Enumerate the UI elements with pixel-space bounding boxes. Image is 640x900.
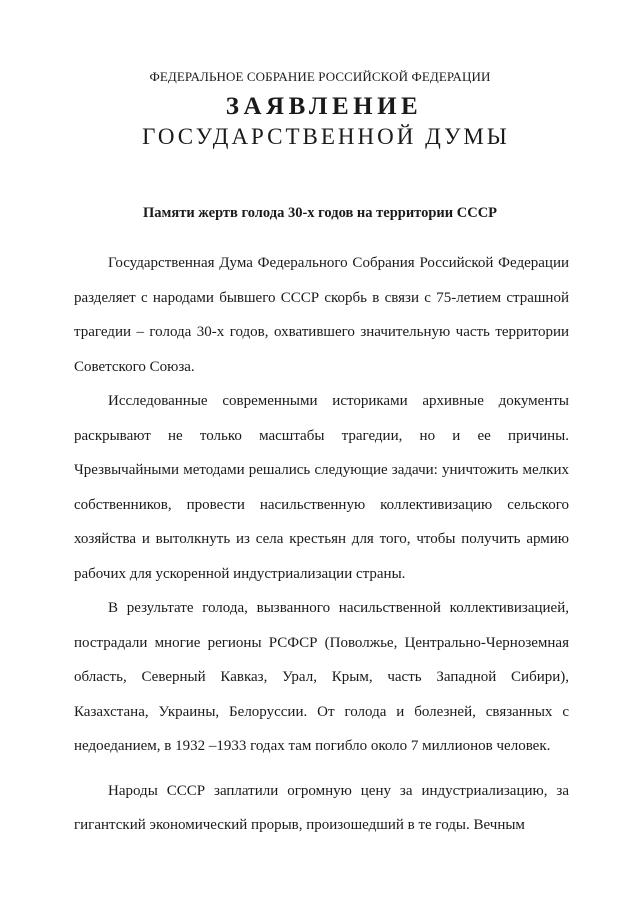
organization-header: ФЕДЕРАЛЬНОЕ СОБРАНИЕ РОССИЙСКОЙ ФЕДЕРАЦИИ [149, 69, 491, 84]
paragraph-4: Народы СССР заплатили огромную цену за индустриализацию, за гигантский экономический прорыв, произошедший в те годы. Вечным [74, 782, 569, 833]
document-body [74, 246, 569, 843]
document-issuer-heading: ГОСУДАРСТВЕННОЙ ДУМЫ [142, 124, 510, 149]
document-title: Памяти жертв голода 30-х годов на территории СССР [142, 205, 498, 221]
paragraph-2: Исследованные современными историками архивные документы раскрывают не только масштабы трагедии, но и ее причины. Чрезвычайными методами решались следующие задачи: уничтожить мелких собственников, провести насильственную коллективизацию сельского хозяйства и вытолкнуть из села крестьян для того, чтобы получить армию рабочих для ускоренной индустриализации страны. [74, 393, 569, 582]
document-type-heading: ЗАЯВЛЕНИЕ [225, 93, 423, 120]
paragraph-3: В результате голода, вызванного насильственной коллективизацией, пострадали многие регионы РСФСР (Поволжье, Центрально-Черноземная область, Северный Кавказ, Урал, Крым, часть Западной Сибири), Казахстана, Украины, Белоруссии. От голода и болезней, связанных с недоеданием, в 1932 –1933 годах там погибло около 7 миллионов человек. [74, 600, 569, 754]
paragraph-1: Государственная Дума Федерального Собрания Российской Федерации разделяет с народами бывшего СССР скорбь в связи с 75-летием страшной трагедии – голода 30-х годов, охватившего значительную часть территории Советского Союза. [74, 255, 569, 375]
